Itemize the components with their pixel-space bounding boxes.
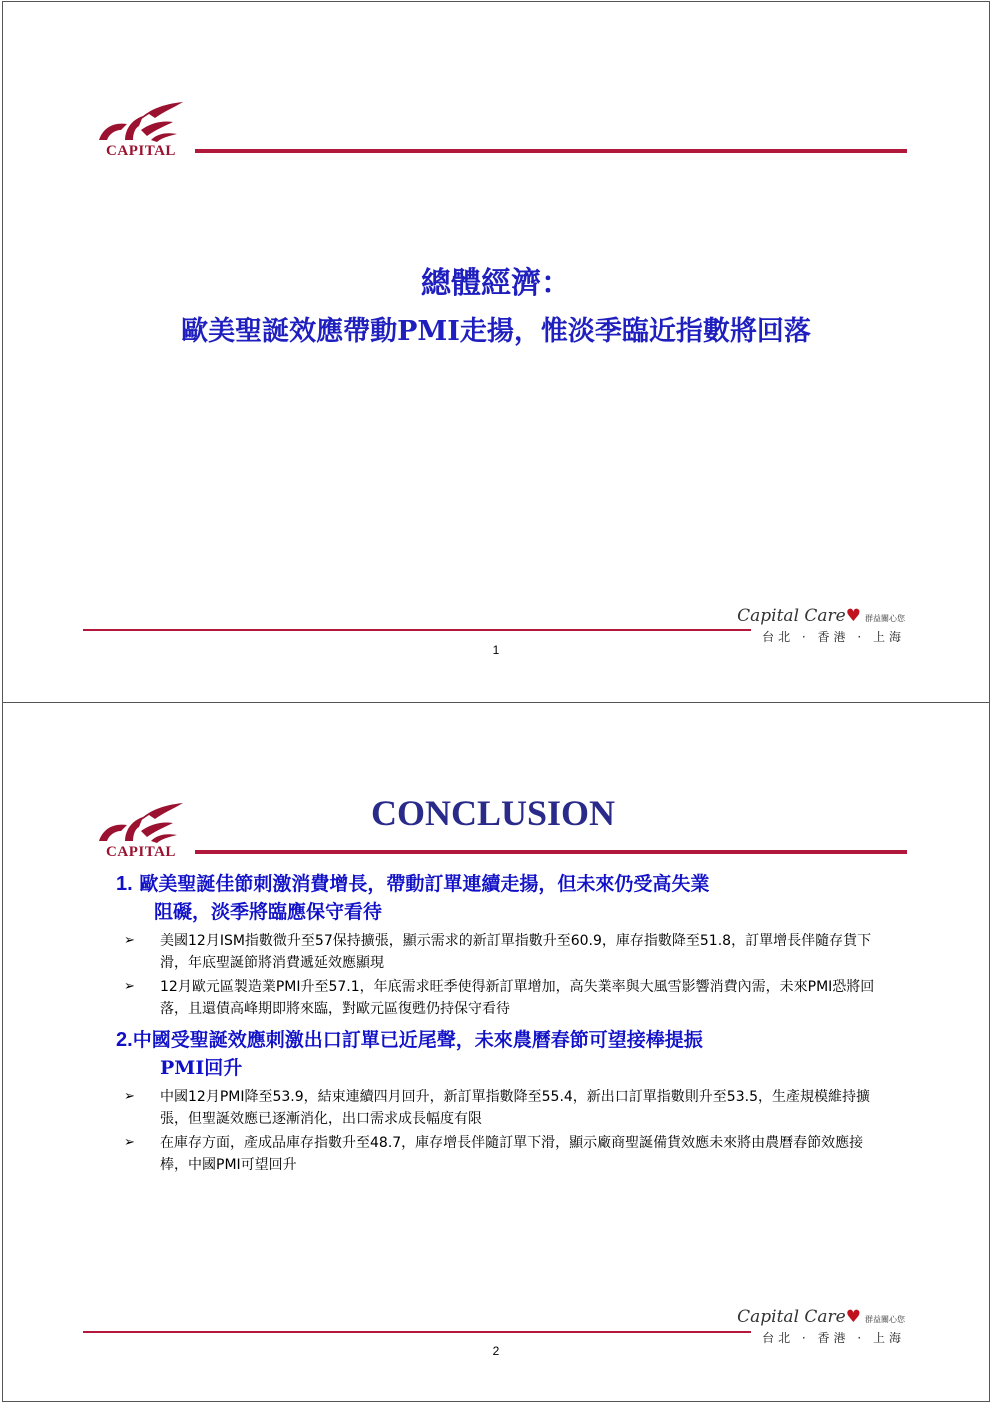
arrow-bullet-icon: ➢	[124, 979, 135, 994]
slide-1	[2, 1, 990, 703]
brand-cities: 台北 · 香港 · 上海	[762, 1331, 905, 1345]
heart-icon: ♥	[845, 1307, 861, 1327]
brand-name: Capital Care	[737, 1307, 846, 1327]
page-number: 1	[492, 643, 500, 657]
logo-wordmark: CAPITAL	[106, 143, 176, 159]
title-line-1: 總體經濟：	[421, 266, 571, 301]
section-heading-line-2: PMI回升	[160, 1057, 243, 1079]
bullet-text: 中國12月PMI降至53.9，結束連續四月回升，新訂單指數降至55.4，新出口訂單指數則升至53.5，生產規模維持擴張，但聖誕效應已逐漸消化，出口需求成長幅度有限	[160, 1089, 870, 1127]
arrow-bullet-icon: ➢	[124, 933, 135, 948]
header-rule	[195, 149, 907, 153]
logo-wordmark: CAPITAL	[106, 844, 176, 860]
arrow-bullet-icon: ➢	[124, 1089, 135, 1104]
header-rule	[195, 850, 907, 854]
slide-1-title	[3, 260, 989, 356]
brand-footer	[735, 1307, 905, 1346]
section-number: 2.	[116, 1029, 133, 1051]
section-2-heading	[116, 1026, 876, 1082]
brand-cities: 台北 · 香港 · 上海	[762, 630, 905, 644]
bullet-text: 美國12月ISM指數微升至57保持擴張，顯示需求的新訂單指數升至60.9，庫存指數降至51.8，訂單增長伴隨存貨下滑，年底聖誕節將消費遞延效應顯現	[160, 933, 872, 971]
conclusion-title: CONCLUSION	[370, 793, 616, 833]
section-heading-line-2: 阻礙，淡季將臨應保守看待	[154, 901, 383, 923]
brand-script	[735, 606, 905, 626]
footer-rule	[83, 629, 751, 631]
heart-icon: ♥	[845, 606, 861, 626]
brand-slogan: 群益關心您	[865, 614, 905, 623]
brand-script	[735, 1307, 905, 1327]
list-item	[116, 976, 876, 1020]
section-1-heading	[116, 870, 876, 926]
arrow-bullet-icon: ➢	[124, 1135, 135, 1150]
section-1-bullets	[116, 930, 876, 1020]
page-number: 2	[492, 1344, 500, 1358]
section-heading-line-1: 歐美聖誕佳節刺激消費增長，帶動訂單連續走揚，但未來仍受高失業	[139, 873, 710, 895]
brand-name: Capital Care	[737, 606, 846, 626]
brand-slogan: 群益關心您	[865, 1315, 905, 1324]
section-2-bullets	[116, 1086, 876, 1176]
capital-logo	[91, 100, 191, 160]
section-heading-line-1: 中國受聖誕效應刺激出口訂單已近尾聲，未來農曆春節可望接棒提振	[132, 1029, 703, 1051]
section-number: 1.	[116, 873, 133, 895]
bullet-text: 12月歐元區製造業PMI升至57.1，年底需求旺季使得新訂單增加，高失業率與大風雪影響消費內需，未來PMI恐將回落，且還債高峰期即將來臨，對歐元區復甦仍持保守看待	[160, 979, 875, 1017]
eagle-logo-icon	[91, 100, 191, 144]
list-item	[116, 930, 876, 974]
footer-rule	[83, 1331, 751, 1333]
brand-footer	[735, 606, 905, 645]
conclusion-content	[116, 870, 876, 1182]
bullet-text: 在庫存方面，產成品庫存指數升至48.7，庫存增長伴隨訂單下滑，顯示廠商聖誕備貨效應未來將由農曆春節效應接棒，中國PMI可望回升	[160, 1135, 864, 1173]
title-line-2: 歐美聖誕效應帶動PMI走揚，惟淡季臨近指數將回落	[181, 316, 811, 347]
list-item	[116, 1132, 876, 1176]
list-item	[116, 1086, 876, 1130]
